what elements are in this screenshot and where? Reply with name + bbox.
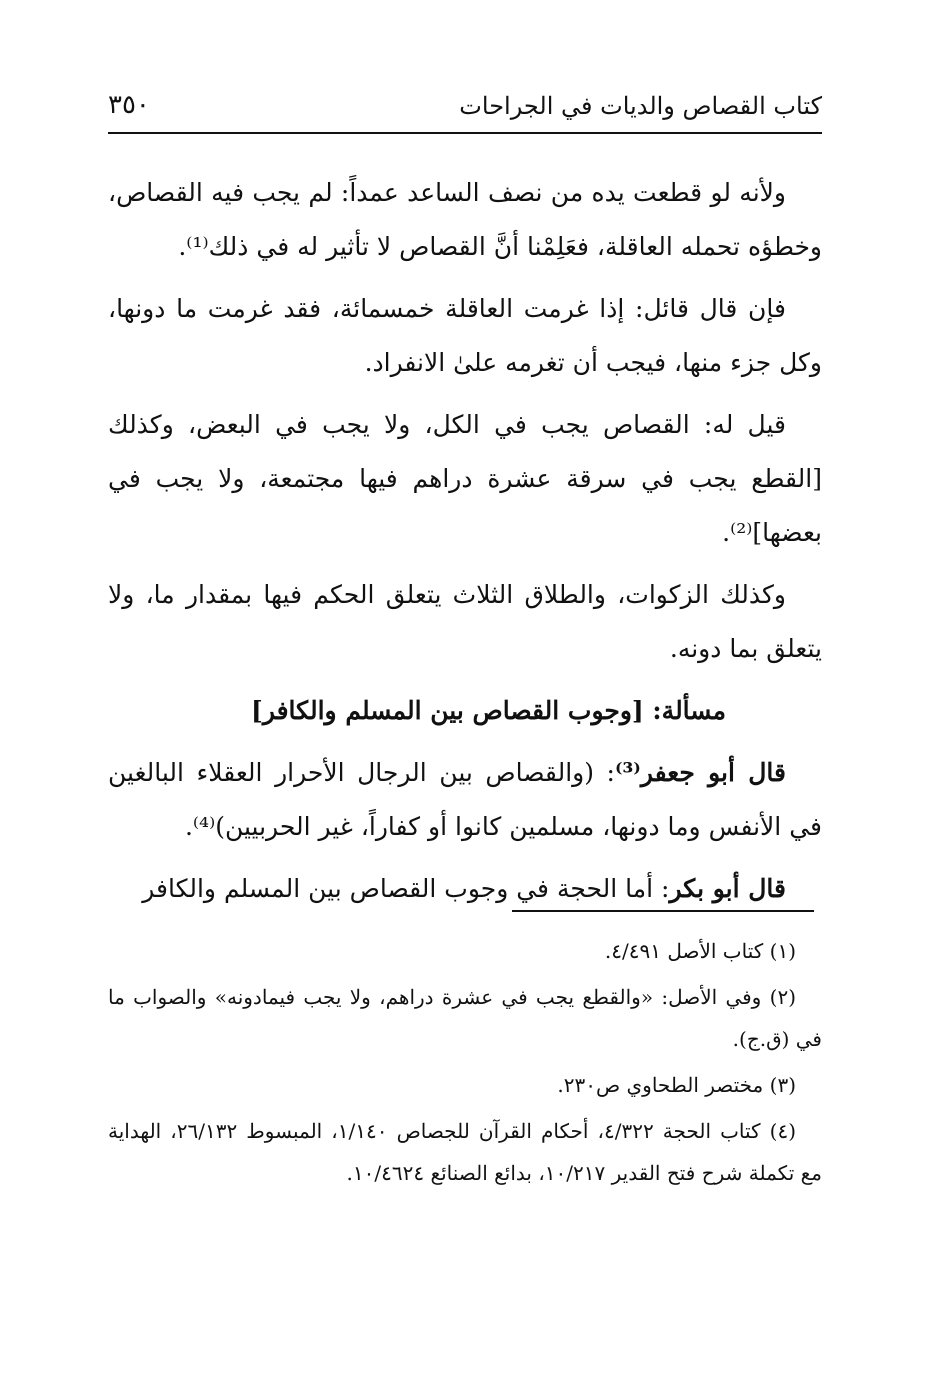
footnote-4: (٤) كتاب الحجة ٤/٣٢٢، أحكام القرآن للجصاص ١/١٤٠، المبسوط ٢٦/١٣٢، الهداية مع تكملة شرح فتح القدير ١٠/٢١٧، بدائع الصنائع ١٠/٤٦٢٤. bbox=[108, 1119, 822, 1185]
main-text bbox=[108, 166, 822, 924]
footnotes bbox=[108, 930, 822, 1198]
footnote-3: (٣) مختصر الطحاوي ص٢٣٠. bbox=[557, 1073, 796, 1097]
speaker-abu-jafar: قال أبو جعفر⁽³⁾ bbox=[614, 758, 786, 787]
paragraph-1: ولأنه لو قطعت يده من نصف الساعد عمداً: لم يجب فيه القصاص، وخطؤه تحمله العاقلة، فعَلِمْنا أنَّ القصاص لا تأثير له في ذلك⁽¹⁾. bbox=[108, 178, 822, 261]
section-heading: مسألة: [وجوب القصاص بين المسلم والكافر] bbox=[250, 696, 726, 725]
paragraph-4: وكذلك الزكوات، والطلاق الثلاث يتعلق الحكم فيها بمقدار ما، ولا يتعلق بما دونه. bbox=[108, 580, 822, 663]
paragraph-3: قيل له: القصاص يجب في الكل، ولا يجب في البعض، وكذلك [القطع يجب في سرقة عشرة دراهم فيها مجتمعة، ولا يجب في بعضها]⁽²⁾. bbox=[108, 410, 822, 547]
footnote-2: (٢) وفي الأصل: «والقطع يجب في عشرة دراهم، ولا يجب فيمادونه» والصواب ما في (ق.ج). bbox=[108, 985, 822, 1051]
speaker-abu-bakr: قال أبو بكر bbox=[669, 874, 786, 903]
footnote-divider bbox=[512, 910, 814, 912]
paragraph-2: فإن قال قائل: إذا غرمت العاقلة خمسمائة، فقد غرمت ما دونها، وكل جزء منها، فيجب أن تغرمه علىٰ الانفراد. bbox=[108, 294, 822, 377]
paragraph-5 bbox=[108, 746, 822, 854]
footnote-1: (١) كتاب الأصل ٤/٤٩١. bbox=[604, 939, 796, 963]
paragraph-6-text: : أما الحجة في وجوب القصاص بين المسلم والكافر bbox=[142, 874, 670, 903]
paragraph-6 bbox=[108, 862, 822, 916]
paragraph-5-text: : (والقصاص بين الرجال الأحرار العقلاء البالغين في الأنفس وما دونها، مسلمين كانوا أو كفاراً، غير الحربيين)⁽⁴⁾. bbox=[108, 758, 822, 841]
page-header bbox=[108, 92, 822, 134]
running-title: كتاب القصاص والديات في الجراحات bbox=[459, 92, 822, 120]
page-number: ٣٥٠ bbox=[108, 90, 150, 120]
